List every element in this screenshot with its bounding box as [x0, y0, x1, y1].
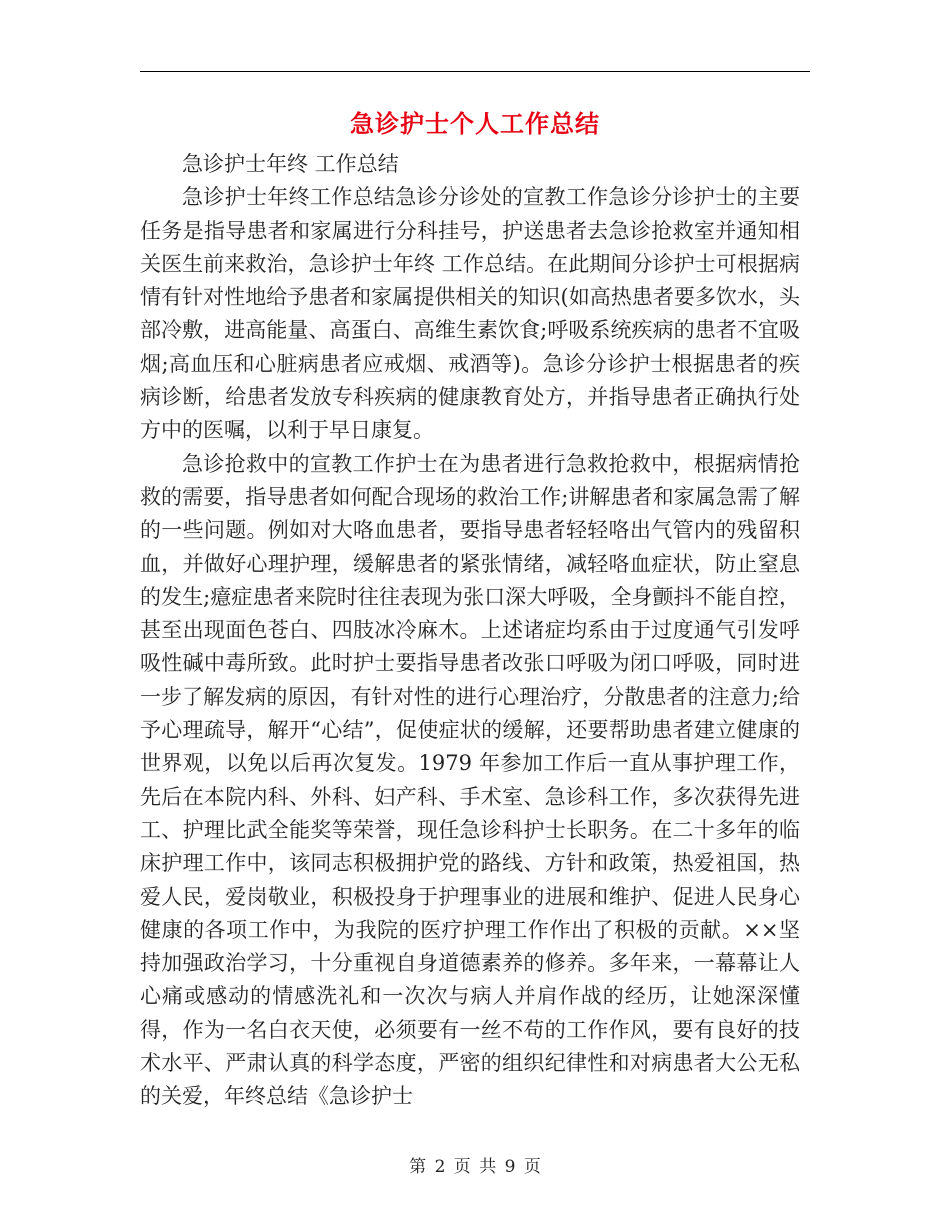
header-rule — [140, 71, 810, 72]
body-paragraph: 急诊抢救中的宣教工作护士在为患者进行急救抢救中，根据病情抢救的需要，指导患者如何配合现场的救治工作;讲解患者和家属急需了解的一些问题。例如对大咯血患者，要指导患者轻轻咯出气管内的残留积血，并做好心理护理，缓解患者的紧张情绪，减轻咯血症状，防止窒息的发生;癔症患者来院时往往表现为张口深大呼吸，全身颤抖不能自控，甚至出现面色苍白、四肢冰冷麻木。上述诸症均系由于过度通气引发呼吸性碱中毒所致。此时护士要指导患者改张口呼吸为闭口呼吸，同时进一步了解发病的原因，有针对性的进行心理治疗，分散患者的注意力;给予心理疏导，解开“心结”，促使症状的缓解，还要帮助患者建立健康的世界观，以免以后再次复发。1979 年参加工作后一直从事护理工作，先后在本院内科、外科、妇产科、手术室、急诊科工作，多次获得先进工、护理比武全能奖等荣誉，现任急诊科护士长职务。在二十多年的临床护理工作中，该同志积极拥护党的路线、方针和政策，热爱祖国，热爱人民，爱岗敬业，积极投身于护理事业的进展和维护、促进人民身心健康的各项工作中，为我院的医疗护理工作作出了积极的贡献。××坚持加强政治学习，十分重视自身道德素养的修养。多年来，一幕幕让人心痛或感动的情感洗礼和一次次与病人并肩作战的经历，让她深深懂得，作为一名白衣天使，必须要有一丝不苟的工作作风，要有良好的技术水平、严肃认真的科学态度，严密的组织纪律性和对病患者大公无私的关爱，年终总结《急诊护士 — [140, 451, 800, 1109]
document-title: 急诊护士个人工作总结 — [350, 109, 600, 138]
body-paragraph: 急诊护士年终工作总结急诊分诊处的宣教工作急诊分诊护士的主要任务是指导患者和家属进行分科挂号，护送患者去急诊抢救室并通知相关医生前来救治，急诊护士年终 工作总结。在此期间分诊护士可根据病情有针对性地给予患者和家属提供相关的知识(如高热患者要多饮水，头部冷敷，进高能量、高蛋白、高维生素饮食;呼吸系统疾病的患者不宜吸烟;高血压和心脏病患者应戒烟、戒酒等)。急诊分诊护士根据患者的疾病诊断，给患者发放专科疾病的健康教育处方，并指导患者正确执行处方中的医嘱，以利于早日康复。 — [140, 185, 800, 443]
page-number: 第 2 页 共 9 页 — [409, 1157, 541, 1177]
subtitle-paragraph: 急诊护士年终 工作总结 — [182, 152, 399, 176]
document-body — [140, 148, 800, 1114]
